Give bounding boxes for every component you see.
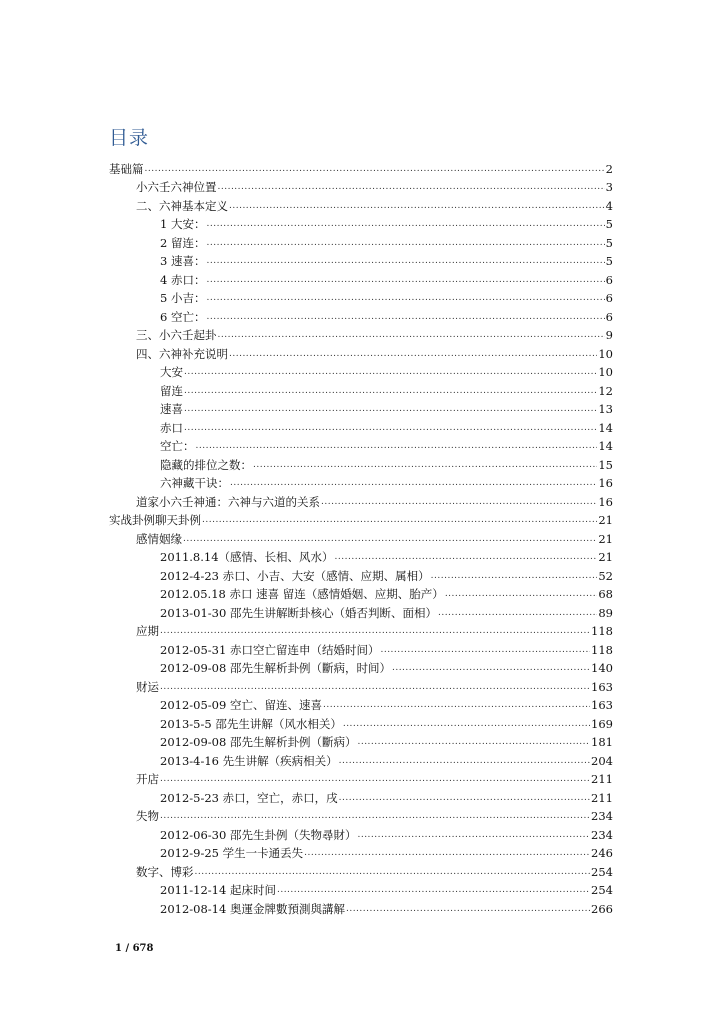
toc-entry-title: 2 留连： xyxy=(160,235,206,250)
toc-entry-page: 14 xyxy=(598,439,613,453)
toc-entry-page: 169 xyxy=(591,716,613,731)
toc-leader-dots xyxy=(323,698,590,712)
toc-entry-title: 感情姻缘 xyxy=(136,531,182,546)
toc-leader-dots xyxy=(380,643,590,657)
toc-leader-dots xyxy=(339,791,590,805)
toc-entry-page: 5 xyxy=(605,254,613,268)
toc-entry[interactable] xyxy=(109,231,613,250)
page-number-footer: 1 / 678 xyxy=(115,943,154,954)
toc-entry[interactable] xyxy=(109,176,613,195)
toc-entry-title: 留连 xyxy=(160,383,183,398)
toc-entry[interactable] xyxy=(109,546,613,565)
toc-entry-title: 四、六神补充说明 xyxy=(136,346,228,361)
toc-entry-page: 12 xyxy=(598,383,613,398)
toc-entry-page: 163 xyxy=(591,698,613,712)
toc-entry-title: 基础篇 xyxy=(109,161,144,176)
toc-entry[interactable] xyxy=(109,620,613,639)
toc-entry[interactable] xyxy=(109,657,613,676)
toc-leader-dots xyxy=(195,865,591,879)
toc-leader-dots xyxy=(183,532,597,546)
toc-entry-title: 道家小六壬神通：六神与六道的关系 xyxy=(136,494,320,509)
toc-entry-page: 140 xyxy=(591,661,613,675)
toc-entry-title: 六神藏干诀： xyxy=(160,476,229,490)
toc-entry-title: 大安 xyxy=(160,365,183,379)
toc-entry[interactable] xyxy=(109,897,613,916)
toc-entry-title: 二、六神基本定义 xyxy=(136,198,228,213)
toc-entry[interactable] xyxy=(109,768,613,787)
toc-leader-dots xyxy=(206,310,604,324)
table-of-contents xyxy=(109,157,613,916)
toc-entry[interactable] xyxy=(109,712,613,731)
toc-entry-title: 1 大安： xyxy=(160,217,206,231)
toc-entry-title: 4 赤口： xyxy=(160,272,206,287)
toc-entry-page: 6 xyxy=(605,309,613,324)
toc-entry-page: 21 xyxy=(598,531,613,546)
toc-entry-page: 14 xyxy=(598,420,613,435)
toc-leader-dots xyxy=(206,217,604,231)
toc-entry-title: 小六壬六神位置 xyxy=(136,180,217,194)
toc-entry[interactable] xyxy=(109,398,613,417)
toc-leader-dots xyxy=(184,402,597,416)
toc-leader-dots xyxy=(206,254,604,268)
toc-entry-title: 2012-06-30 邵先生卦例（失物尋財） xyxy=(160,827,357,842)
toc-entry-page: 21 xyxy=(598,513,613,527)
toc-entry-page: 89 xyxy=(598,605,613,620)
toc-leader-dots xyxy=(184,421,597,435)
toc-entry[interactable] xyxy=(109,675,613,694)
toc-entry-title: 2012-08-14 奥運金牌數預測與講解 xyxy=(160,901,345,916)
toc-entry[interactable] xyxy=(109,749,613,768)
toc-entry-title: 2013-4-16 先生讲解（疾病相关） xyxy=(160,753,338,768)
toc-entry-page: 234 xyxy=(591,827,613,842)
toc-entry-page: 163 xyxy=(591,679,613,694)
toc-entry[interactable] xyxy=(109,879,613,898)
toc-leader-dots xyxy=(229,347,597,361)
toc-entry-title: 2012-05-09 空亡、留连、速喜 xyxy=(160,698,322,712)
toc-entry-page: 10 xyxy=(598,346,613,361)
toc-entry-page: 52 xyxy=(598,568,613,583)
page-title: 目录 xyxy=(109,127,150,149)
toc-entry-page: 15 xyxy=(598,457,613,472)
toc-entry-title: 2013-01-30 邵先生讲解断卦核心（婚否判断、面相） xyxy=(160,605,437,620)
toc-entry[interactable] xyxy=(109,823,613,842)
toc-entry-page: 2 xyxy=(605,161,613,176)
toc-leader-dots xyxy=(230,476,597,490)
toc-entry-page: 6 xyxy=(605,272,613,287)
toc-entry-page: 254 xyxy=(591,864,613,879)
toc-leader-dots xyxy=(253,458,597,472)
toc-entry-title: 赤口 xyxy=(160,420,183,435)
toc-entry[interactable] xyxy=(109,453,613,472)
toc-leader-dots xyxy=(357,735,590,749)
toc-entry-page: 234 xyxy=(591,809,613,823)
toc-leader-dots xyxy=(339,754,590,768)
toc-entry-page: 246 xyxy=(591,846,613,860)
toc-entry-title: 2012-09-08 邵先生解析卦例（斷病，时间） xyxy=(160,661,391,675)
toc-entry-page: 6 xyxy=(605,291,613,305)
toc-entry-title: 应期 xyxy=(136,624,159,638)
toc-entry-title: 实战卦例聊天卦例 xyxy=(109,513,201,527)
toc-entry-page: 211 xyxy=(591,772,613,786)
toc-leader-dots xyxy=(202,513,597,527)
toc-entry-page: 21 xyxy=(598,550,613,564)
toc-entry-title: 失物 xyxy=(136,809,159,823)
toc-leader-dots xyxy=(218,180,605,194)
toc-entry-page: 5 xyxy=(605,235,613,250)
toc-entry[interactable] xyxy=(109,361,613,380)
toc-entry[interactable] xyxy=(109,472,613,491)
toc-entry[interactable] xyxy=(109,268,613,287)
toc-entry-title: 2013-5-5 邵先生讲解（风水相关） xyxy=(160,716,342,731)
toc-entry-page: 254 xyxy=(591,883,613,897)
toc-entry-page: 68 xyxy=(598,587,613,601)
toc-leader-dots xyxy=(445,587,598,601)
toc-leader-dots xyxy=(321,495,597,509)
toc-entry-title: 2012-9-25 学生一卡通丢失 xyxy=(160,846,304,860)
toc-leader-dots xyxy=(160,680,590,694)
toc-leader-dots xyxy=(218,328,605,342)
toc-entry[interactable] xyxy=(109,490,613,509)
toc-leader-dots xyxy=(343,717,590,731)
toc-entry[interactable] xyxy=(109,805,613,824)
toc-leader-dots xyxy=(346,902,590,916)
toc-entry-page: 16 xyxy=(598,494,613,509)
toc-entry-title: 三、小六壬起卦 xyxy=(136,328,217,342)
toc-leader-dots xyxy=(277,883,590,897)
toc-entry-title: 速喜 xyxy=(160,402,183,416)
toc-entry-page: 266 xyxy=(591,901,613,916)
toc-entry-title: 5 小吉： xyxy=(160,291,206,305)
toc-entry-title: 2012-4-23 赤口、小吉、大安（感情、应期、属相） xyxy=(160,568,430,583)
toc-entry-title: 2012-05-31 赤口空亡留连申（结婚时间） xyxy=(160,642,380,657)
toc-leader-dots xyxy=(206,291,604,305)
toc-entry[interactable] xyxy=(109,213,613,232)
toc-entry[interactable] xyxy=(109,583,613,602)
toc-entry[interactable] xyxy=(109,250,613,269)
toc-entry-page: 204 xyxy=(591,753,613,768)
toc-leader-dots xyxy=(304,846,590,860)
toc-entry[interactable] xyxy=(109,305,613,324)
toc-entry-title: 2011-12-14 起床时间 xyxy=(160,883,276,897)
toc-entry[interactable] xyxy=(109,601,613,620)
toc-entry-title: 2012.05.18 赤口 速喜 留连（感情婚姻、应期、胎产） xyxy=(160,587,444,601)
toc-entry-title: 空亡： xyxy=(160,439,195,453)
toc-leader-dots xyxy=(206,236,604,250)
toc-entry-title: 2012-09-08 邵先生解析卦例（斷病） xyxy=(160,735,357,749)
toc-entry-page: 118 xyxy=(591,642,613,657)
toc-entry-page: 13 xyxy=(598,402,613,416)
toc-leader-dots xyxy=(184,384,597,398)
toc-leader-dots xyxy=(431,569,598,583)
toc-entry-page: 9 xyxy=(605,328,613,342)
toc-entry-page: 4 xyxy=(605,198,613,213)
toc-entry[interactable] xyxy=(109,860,613,879)
toc-entry[interactable] xyxy=(109,694,613,713)
toc-entry[interactable] xyxy=(109,509,613,528)
toc-entry-title: 3 速喜： xyxy=(160,254,206,268)
toc-leader-dots xyxy=(184,365,597,379)
toc-entry[interactable] xyxy=(109,731,613,750)
toc-entry-page: 3 xyxy=(605,180,613,194)
toc-entry[interactable] xyxy=(109,379,613,398)
toc-entry-page: 10 xyxy=(598,365,613,379)
toc-entry-title: 2012-5-23 赤口，空亡，赤口，戌 xyxy=(160,790,338,805)
toc-entry[interactable] xyxy=(109,527,613,546)
toc-entry[interactable] xyxy=(109,342,613,361)
toc-entry[interactable] xyxy=(109,842,613,861)
toc-leader-dots xyxy=(160,624,590,638)
toc-entry[interactable] xyxy=(109,287,613,306)
toc-leader-dots xyxy=(357,828,590,842)
toc-entry-page: 5 xyxy=(605,217,613,231)
toc-entry[interactable] xyxy=(109,638,613,657)
toc-entry-page: 118 xyxy=(591,624,613,638)
toc-leader-dots xyxy=(438,606,597,620)
toc-entry-title: 开店 xyxy=(136,772,159,786)
toc-leader-dots xyxy=(392,661,590,675)
toc-leader-dots xyxy=(335,550,598,564)
toc-leader-dots xyxy=(196,439,598,453)
toc-entry[interactable] xyxy=(109,786,613,805)
toc-entry-title: 6 空亡： xyxy=(160,309,206,324)
toc-entry-title: 2011.8.14（感情、长相、风水） xyxy=(160,550,334,564)
toc-entry-title: 隐藏的排位之数： xyxy=(160,457,252,472)
toc-entry[interactable] xyxy=(109,324,613,343)
toc-entry[interactable] xyxy=(109,157,613,176)
toc-leader-dots xyxy=(160,772,590,786)
toc-entry-page: 16 xyxy=(598,476,613,490)
toc-entry-page: 211 xyxy=(591,790,613,805)
toc-entry-title: 数字、博彩 xyxy=(136,864,194,879)
toc-entry-page: 181 xyxy=(591,735,613,749)
toc-leader-dots xyxy=(145,162,605,176)
toc-leader-dots xyxy=(206,273,604,287)
toc-leader-dots xyxy=(160,809,590,823)
toc-entry[interactable] xyxy=(109,564,613,583)
toc-entry[interactable] xyxy=(109,194,613,213)
toc-entry-title: 财运 xyxy=(136,679,159,694)
toc-entry[interactable] xyxy=(109,435,613,454)
toc-entry[interactable] xyxy=(109,416,613,435)
toc-leader-dots xyxy=(229,199,605,213)
